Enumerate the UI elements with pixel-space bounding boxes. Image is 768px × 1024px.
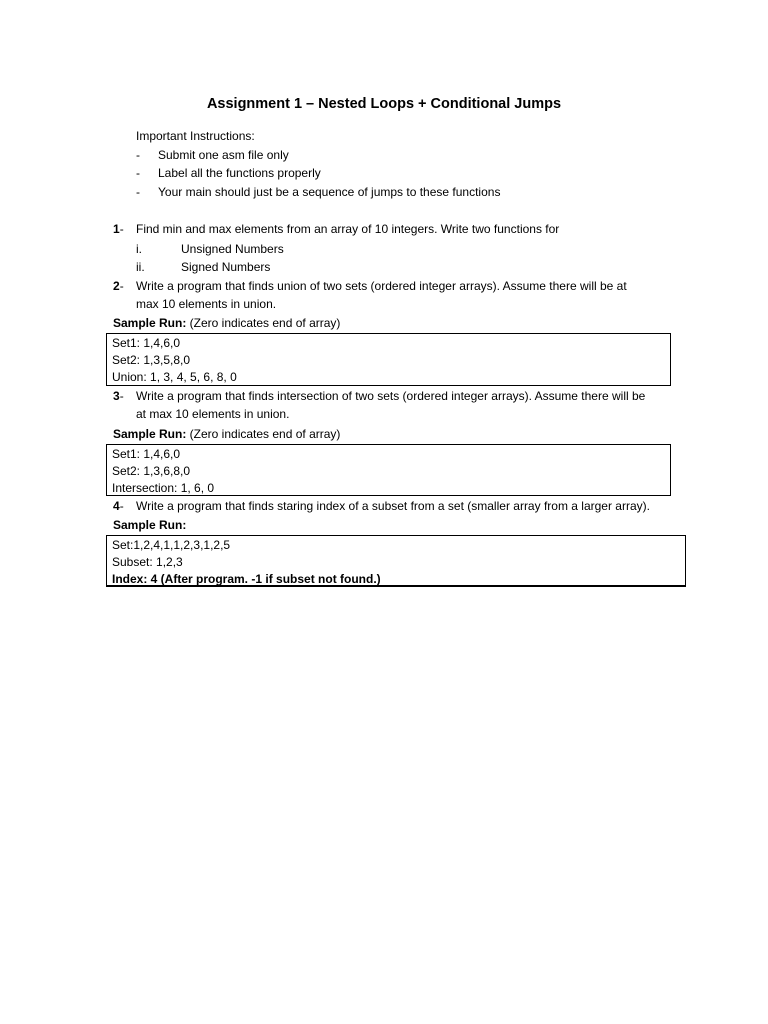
sub-item: Signed Numbers [181,260,271,274]
sample-line: Intersection: 1, 6, 0 [112,481,215,495]
instruction-bullet: - [136,166,140,180]
instruction-item: Your main should just be a sequence of jumps to these functions [158,185,501,199]
question-3-text-cont: at max 10 elements in union. [136,407,290,421]
sample-box [106,535,686,587]
sample-line: Set1: 1,4,6,0 [112,336,181,350]
instructions-heading: Important Instructions: [136,129,255,143]
question-4-text: Write a program that finds staring index of a subset from a set (smaller array from a larger array). [136,499,650,513]
question-number: 2- [113,279,124,293]
sub-marker: i. [136,242,142,256]
question-2-text-cont: max 10 elements in union. [136,297,277,311]
sub-marker: ii. [136,260,145,274]
question-2-text: Write a program that finds union of two sets (ordered integer arrays). Assume there will be at [136,279,627,293]
sample-run-label: Sample Run: (Zero indicates end of array) [113,316,341,330]
sample-run-label: Sample Run: (Zero indicates end of array) [113,427,341,441]
sample-box [106,333,671,386]
question-3-text: Write a program that finds intersection of two sets (ordered integer arrays). Assume there will be [136,389,646,403]
sample-line: Set1: 1,4,6,0 [112,447,181,461]
question-1-text: Find min and max elements from an array of 10 integers. Write two functions for [136,222,560,236]
instruction-item: Label all the functions properly [158,166,321,180]
question-number: 1- [113,222,124,236]
sample-box [106,444,671,496]
instruction-item: Submit one asm file only [158,148,289,162]
question-number: 4- [113,499,124,513]
instruction-bullet: - [136,185,140,199]
sample-run-label: Sample Run: [113,518,187,532]
sample-line: Set2: 1,3,5,8,0 [112,353,191,367]
instruction-bullet: - [136,148,140,162]
sample-line: Union: 1, 3, 4, 5, 6, 8, 0 [112,370,237,384]
sample-line: Set:1,2,4,1,1,2,3,1,2,5 [112,538,231,552]
sample-result-line: Index: 4 (After program. -1 if subset not found.) [112,572,381,586]
sample-line: Set2: 1,3,6,8,0 [112,464,191,478]
sample-line: Subset: 1,2,3 [112,555,183,569]
question-number: 3- [113,389,124,403]
sub-item: Unsigned Numbers [181,242,284,256]
page-title: Assignment 1 – Nested Loops + Conditional Jumps [206,96,562,112]
